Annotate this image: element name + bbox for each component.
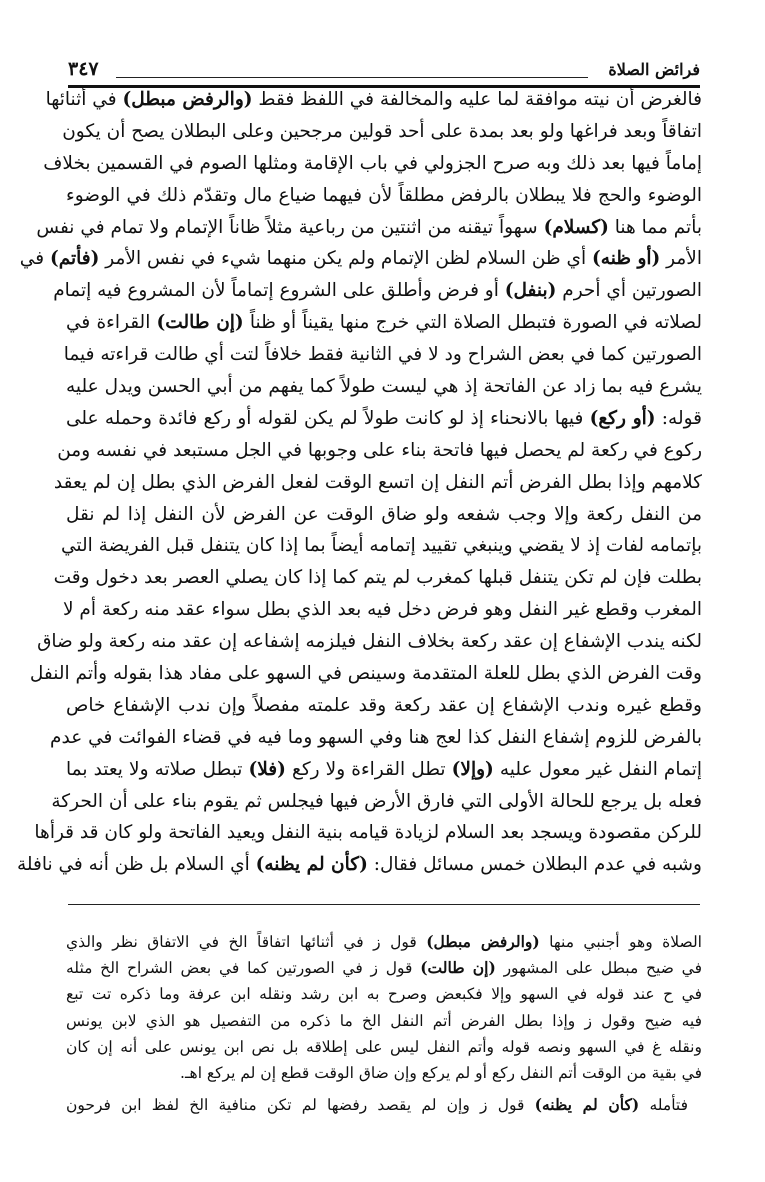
text-run: من النفل ركعة وإلا وجب شفعه ولو ضاق الوقت عن الفرض لأن النفل إذا لم نقل xyxy=(66,503,702,525)
text-run: في xyxy=(19,248,50,270)
text-line xyxy=(16,849,702,881)
text-run: الصورتين أي أحرم xyxy=(556,280,702,302)
text-run: في بقية من الوقت أتم النفل ركع أو لم يركع وإن ضاق الوقت قطع إن لم يركع اهـ. xyxy=(180,1063,702,1082)
bold-matn-quote: (أو ركع) xyxy=(589,407,656,429)
text-run: بطلت فإن لم تكن يتنفل قبلها كمغرب لم يتم كما إذا كان يصلي العصر بعد دخول وقت xyxy=(53,567,702,589)
text-line xyxy=(66,499,702,531)
bold-matn-quote: (أو ظنه) xyxy=(592,248,661,270)
text-run: لصلاته في الصورة فتبطل الصلاة التي خرج منها يقيناً أو ظناً xyxy=(243,312,702,334)
text-line xyxy=(66,754,702,786)
text-run: فعله بل يرجع للحالة الأولى التي فارق الأرض فيها فيجلس ثم يقوم بناء على أن الحركة xyxy=(51,790,702,812)
bold-matn-quote: (كأن لم يظنه) xyxy=(255,854,368,876)
text-run: قول ز وإن لم يقصد رفضها لم تكن منافية الخ لفظ ابن فرحون xyxy=(66,1096,535,1115)
bold-matn-quote: (كأن لم يظنه) xyxy=(534,1095,640,1115)
text-run: بأتم مما هنا xyxy=(608,216,702,238)
text-line xyxy=(19,243,702,275)
footnote-line xyxy=(66,1060,702,1086)
text-run: القراءة في xyxy=(66,312,157,334)
text-run: فيها بالانحناء إذ لو كانت طولاً لم يكن لقوله أو ركع فائدة وحمله على xyxy=(66,407,590,429)
text-line xyxy=(66,690,702,722)
text-line xyxy=(37,626,702,658)
text-run: بالفرض للزوم إشفاع النفل كذا لعج هنا وفي السهو وما فيه في قضاء الفوائت في عدم xyxy=(50,726,702,748)
text-run: إتمام النفل غير معول عليه xyxy=(493,758,702,780)
text-line xyxy=(51,786,702,818)
text-run: سهواً تيقنه من اثنتين من رباعية مثلاً ظاناً الإتمام ولا تمام في نفس xyxy=(36,216,544,238)
running-title: فرائض الصلاة xyxy=(608,60,700,79)
text-line xyxy=(34,817,702,849)
text-run: فالغرض أن نيته موافقة لما عليه والمخالفة في اللفظ فقط xyxy=(252,89,702,110)
text-line xyxy=(66,403,702,435)
text-line xyxy=(53,467,702,499)
text-run: وشبه في عدم البطلان خمس مسائل فقال: xyxy=(367,854,702,876)
text-line xyxy=(57,435,702,467)
text-line xyxy=(36,212,702,244)
header-rule xyxy=(116,77,588,78)
page-number: ٣٤٧ xyxy=(68,58,99,80)
bold-matn-quote: (فلا) xyxy=(248,758,286,780)
footnotes xyxy=(66,929,702,1118)
text-run: أو فرض وأطلق على الشروع إتماماً لأن المشروع فيه إتمام xyxy=(53,280,505,302)
text-line xyxy=(45,84,702,116)
text-run: تبطل صلاته ولا يعتد بما xyxy=(66,758,249,780)
text-run: وقت الفرض الذي بطل للعلة المتقدمة وسينص في السهو على مفاد هذا بقوله وأتم النفل xyxy=(29,663,702,685)
bold-matn-quote: (إن طالت) xyxy=(420,958,496,978)
bold-matn-quote: (كسلام) xyxy=(543,216,609,238)
text-run: وقطع غيره وندب الإشفاع إن عقد ركعة وقد علمته مفصلاً وإن ندب الإشفاع خاص xyxy=(66,694,702,716)
text-run: المغرب وقطع غير النفل وهو فرض دخل فيه بعد الذي بطل سواء عقد منه ركعة أم لا xyxy=(62,599,702,621)
footnote-line xyxy=(66,1034,702,1060)
text-run: الأمر xyxy=(660,248,702,270)
text-run: ركوع في ركعة لم يحصل فيها فاتحة بناء على وجوبها في الجل مستبعد في نفسه ومن xyxy=(57,439,702,461)
bold-matn-quote: (إن طالت) xyxy=(156,312,244,334)
text-line xyxy=(66,180,702,212)
text-line xyxy=(60,530,702,562)
text-line xyxy=(43,148,702,180)
bold-matn-quote: (فأتم) xyxy=(49,248,100,270)
text-run: إماماً فيها بعد ذلك وبه صرح الجزولي في باب الإقامة ومثلها الصوم في القسمين بخلاف xyxy=(43,152,702,174)
text-run: تطل القراءة ولا ركع xyxy=(285,758,452,780)
text-line xyxy=(53,275,702,307)
footnote-line xyxy=(66,981,702,1007)
text-line xyxy=(66,371,702,403)
footnote-separator xyxy=(68,904,700,905)
text-line xyxy=(62,116,702,148)
text-run: فتأمله xyxy=(639,1096,689,1115)
footnote-line xyxy=(66,929,702,955)
text-line xyxy=(62,594,702,626)
bold-matn-quote: (وإلا) xyxy=(451,758,494,780)
text-run: قول ز في أثنائها اتفاقاً الخ في الاتفاق نظر والذي xyxy=(66,933,427,951)
footnote-line xyxy=(66,955,702,981)
text-line xyxy=(66,307,702,339)
main-text xyxy=(16,84,702,881)
bold-matn-quote: (بنفل) xyxy=(504,280,557,302)
text-run: الصورتين كما في بعض الشراح ود لا في الثانية فقط خلافاً لتت أي طالت قراءته فيما xyxy=(63,344,702,366)
text-run: قوله: xyxy=(655,407,702,429)
bold-matn-quote: (والرفض مبطل) xyxy=(122,89,253,110)
text-run: بإتمامه لفات إذ لا يقضي وينبغي تقييد إتمامه أيضاً بما إذا كان يتنفل قبل الفريضة التي xyxy=(60,535,702,557)
text-run: للركن مقصودة ويسجد بعد السلام لزيادة قيامه بنية النفل ويعيد الفاتحة ولو كان قد قرأها xyxy=(34,822,702,844)
text-run: كلامهم وإذا بطل الفرض أتم النفل إن اتسع الوقت لفعل الفرض الذي بطل إن لم يعقد xyxy=(53,471,702,493)
text-run: ونقله غ في السهو ونصه قوله وأتم النفل ليس على إطلاقه بل نص ابن يونس على أنه إن كان xyxy=(66,1037,702,1056)
text-line xyxy=(50,722,702,754)
text-run: اتفاقاً وبعد فراغها ولو بعد بمدة على أحد قولين مرجحين وعلى البطلان يصح أن يكون xyxy=(62,120,702,142)
text-run: لكنه يندب الإشفاع إن عقد ركعة بخلاف النفل فيلزمه إشفاعه إن عقد منه ركعة ولو ضاق xyxy=(37,631,702,653)
text-run: في ح عند قوله في السهو وإلا فكبعض وصرح به ابن رشد ونقله ابن عرفة وما ذكره تت تبع xyxy=(66,985,702,1004)
text-line xyxy=(29,658,702,690)
text-run: قول ز في الصورتين كما في بعض الشراح الخ مثله xyxy=(66,959,421,978)
text-run: الوضوء والحج فلا يبطلان بالرفض مطلقاً لأن فيهما ضياع مال وتقدّم ذلك في الوضوء xyxy=(66,184,702,206)
text-run: يشرع فيه بما زاد عن الفاتحة إذ هي ليست طولاً كما يفهم من أبي الحسن ويدل عليه xyxy=(66,376,702,398)
text-run: في أثنائها xyxy=(45,89,123,110)
footnote-line xyxy=(66,1092,702,1118)
text-run: الصلاة وهو أجنبي منها xyxy=(539,933,702,951)
text-run: أي السلام بل ظن أنه في نافلة xyxy=(16,854,256,876)
text-run: أي ظن السلام لظن الإتمام ولم يكن منهما شيء في نفس الأمر xyxy=(99,248,593,270)
text-run: في ضيح مبطل على المشهور xyxy=(495,959,702,978)
footnote-line xyxy=(66,1008,702,1034)
text-run: فيه ضيح وقول ز وإذا بطل الفرض أتم النفل الخ ما ذكره من التفصيل هو الذي لابن يونس xyxy=(66,1011,702,1030)
text-line xyxy=(63,339,702,371)
bold-matn-quote: (والرفض مبطل) xyxy=(426,932,540,951)
text-line xyxy=(53,562,702,594)
